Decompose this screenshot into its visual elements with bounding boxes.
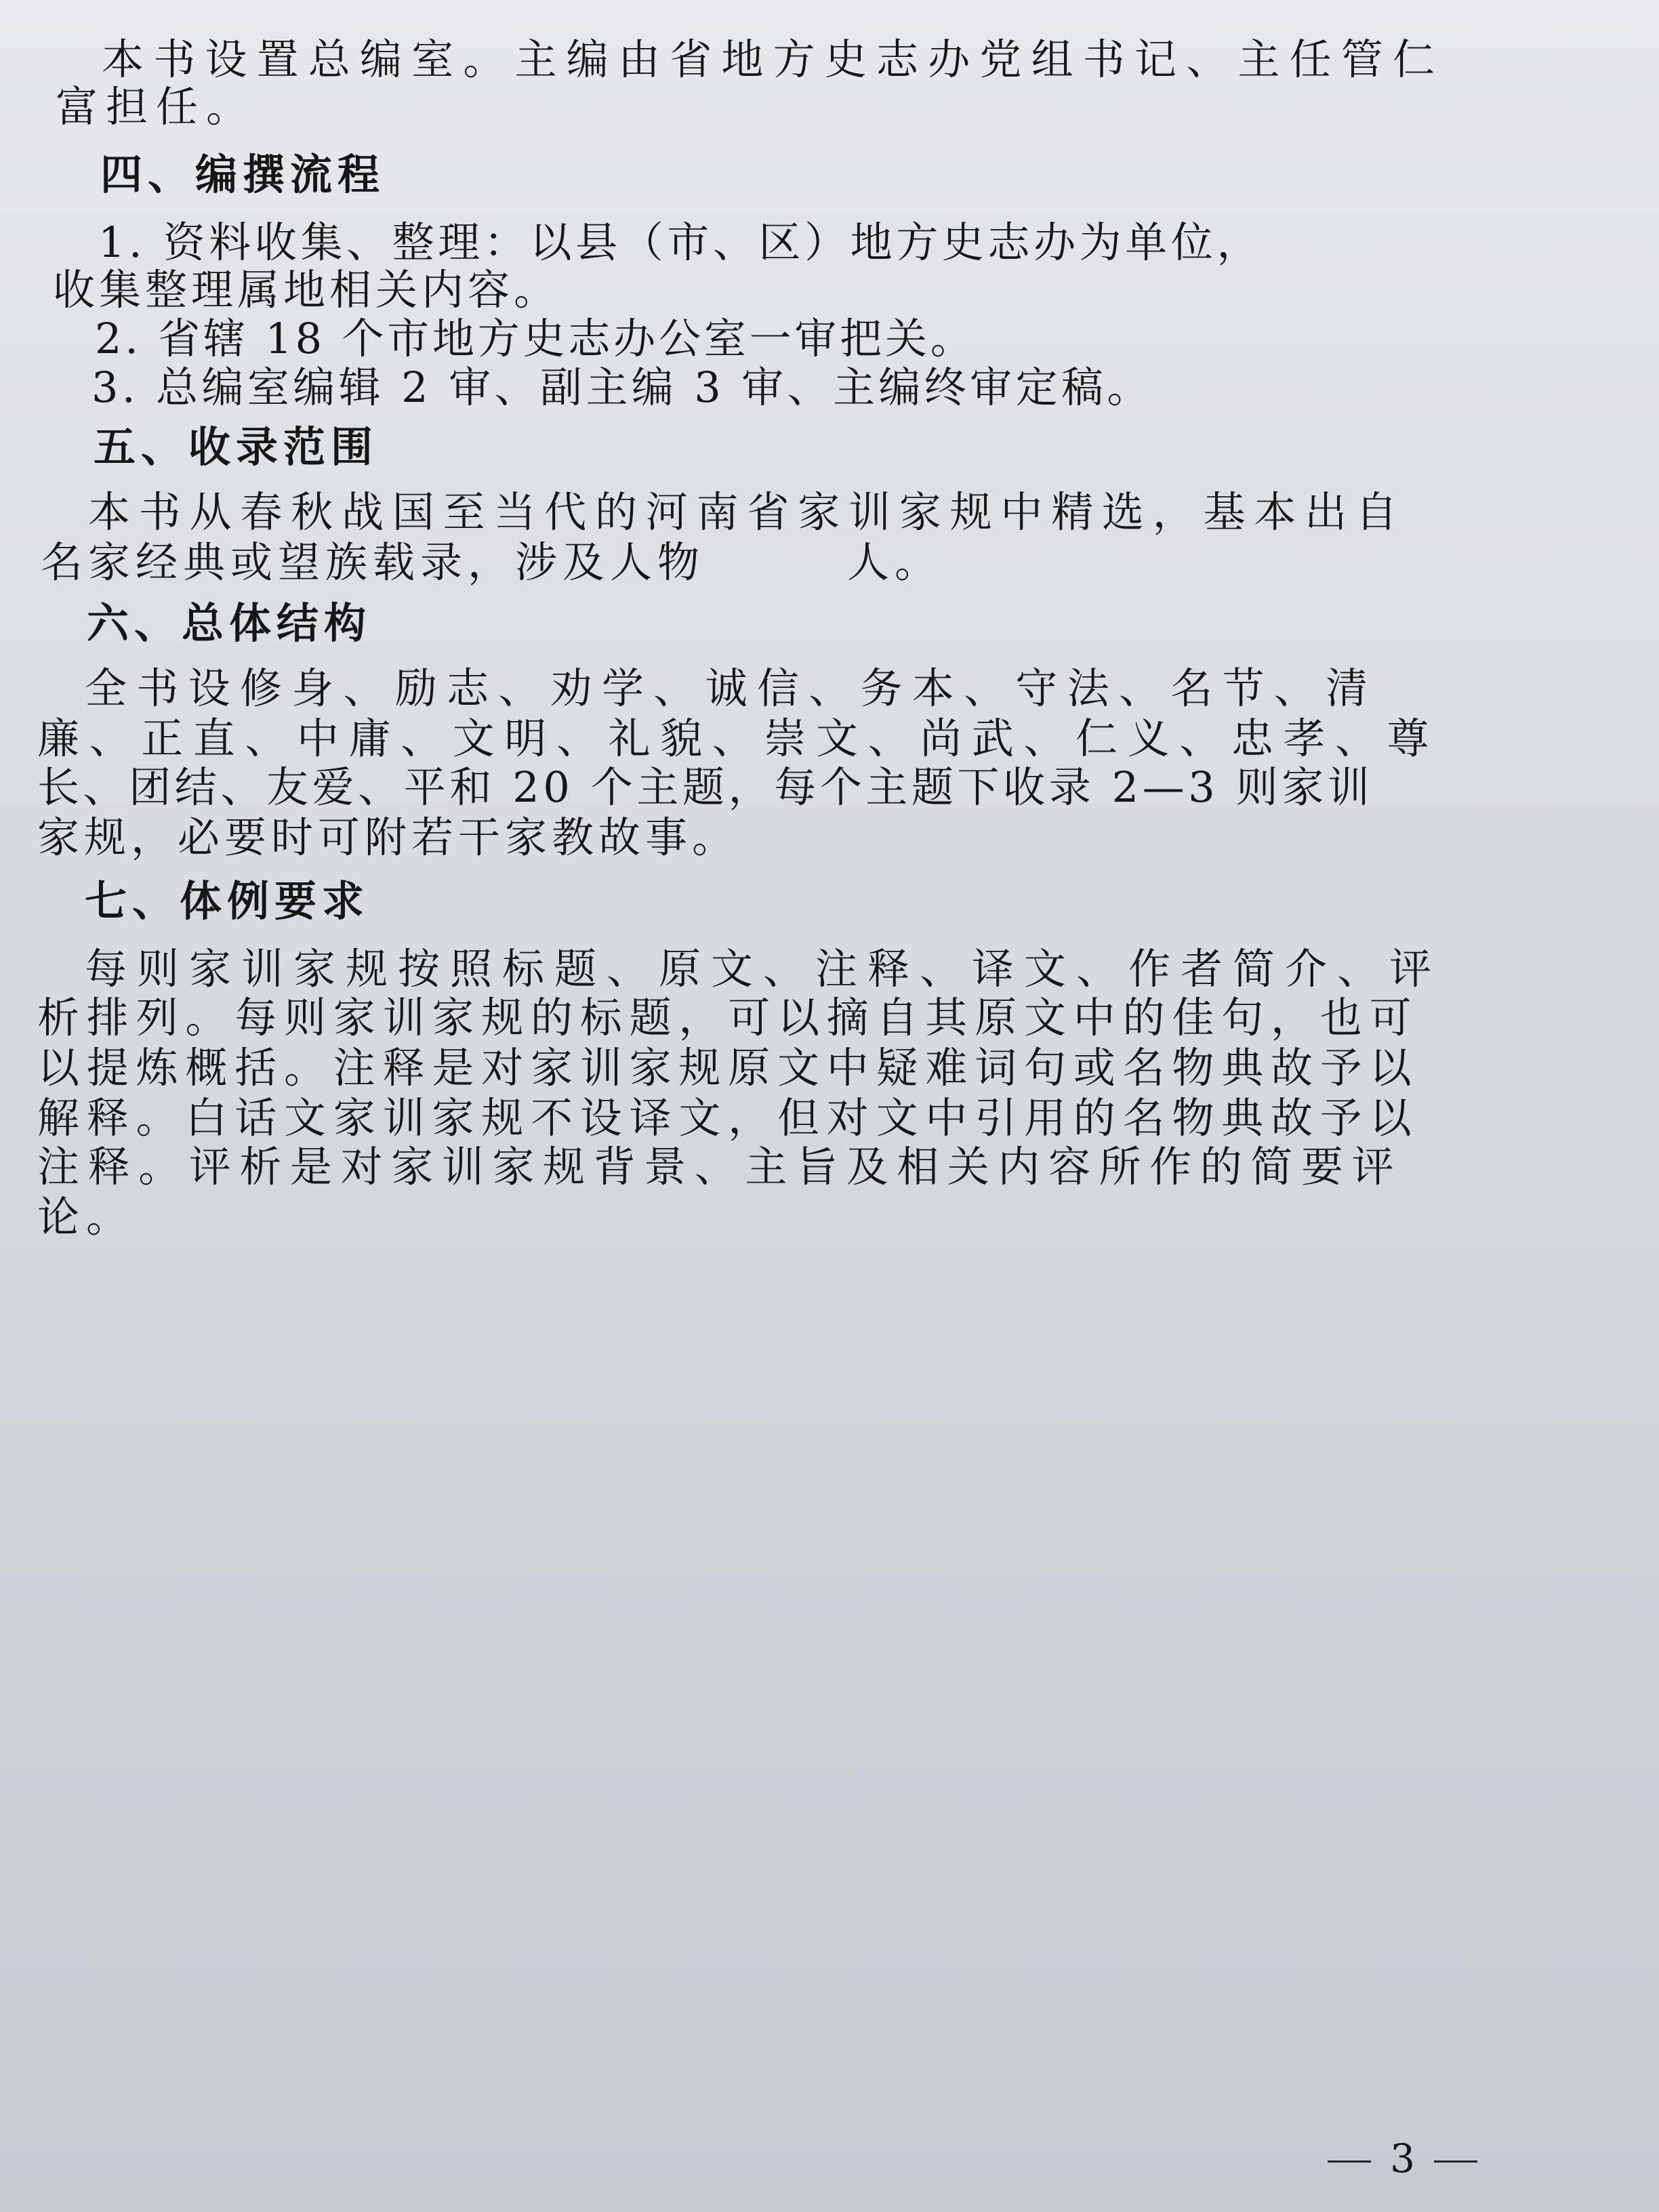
page-number-dash-right <box>1434 2160 1477 2163</box>
paragraph-line: 家规，必要时可附若干家教故事。 <box>37 813 739 862</box>
paragraph-line: 每则家训家规按照标题、原文、注释、译文、作者简介、评 <box>85 944 1442 994</box>
section-heading: 五、收录范围 <box>94 422 379 472</box>
paragraph-line: 以提炼概括。注释是对家训家规原文中疑难词句或名物典故予以 <box>37 1043 1419 1092</box>
paragraph-line: 全书设修身、励志、劝学、诚信、务本、守法、名节、清 <box>85 663 1378 713</box>
paragraph-line: 注释。评析是对家训家规背景、主旨及相关内容所作的简要评 <box>37 1142 1403 1191</box>
paragraph-line: 本书设置总编室。主编由省地方史志办党组书记、主任管仁 <box>102 35 1445 84</box>
paragraph-line: 廉、正直、中庸、文明、礼貌、崇文、尚武、仁义、忠孝、尊 <box>37 714 1439 763</box>
paragraph-line: 2. 省辖 18 个市地方史志办公室一审把关。 <box>95 314 976 363</box>
section-heading: 四、编撰流程 <box>100 150 386 199</box>
paragraph-line: 析排列。每则家训家规的标题，可以摘自其原文中的佳句，也可 <box>37 993 1419 1042</box>
paragraph-line: 名家经典或望族载录，涉及人物 人。 <box>41 537 943 587</box>
paragraph-line: 3. 总编室编辑 2 审、副主编 3 审、主编终审定稿。 <box>91 363 1153 412</box>
paragraph-line: 收集整理属地相关内容。 <box>53 265 560 314</box>
paragraph-line: 长、团结、友爱、平和 20 个主题，每个主题下收录 2—3 则家训 <box>37 762 1374 812</box>
page-number-dash-left <box>1328 2160 1371 2163</box>
paragraph-line: 1. 资料收集、整理：以县（市、区）地方史志办为单位， <box>98 218 1263 267</box>
page-number <box>1309 2135 1496 2182</box>
section-heading: 七、体例要求 <box>85 876 370 926</box>
paragraph-line: 论。 <box>37 1192 136 1242</box>
section-heading: 六、总体结构 <box>87 598 372 648</box>
paragraph-line: 富担任。 <box>56 82 257 131</box>
paragraph-line: 解释。白话文家训家规不设译文，但对文中引用的名物典故予以 <box>37 1093 1419 1143</box>
paragraph-line: 本书从春秋战国至当代的河南省家训家规中精选，基本出自 <box>88 487 1406 537</box>
page-number-value: 3 <box>1390 2135 1415 2182</box>
